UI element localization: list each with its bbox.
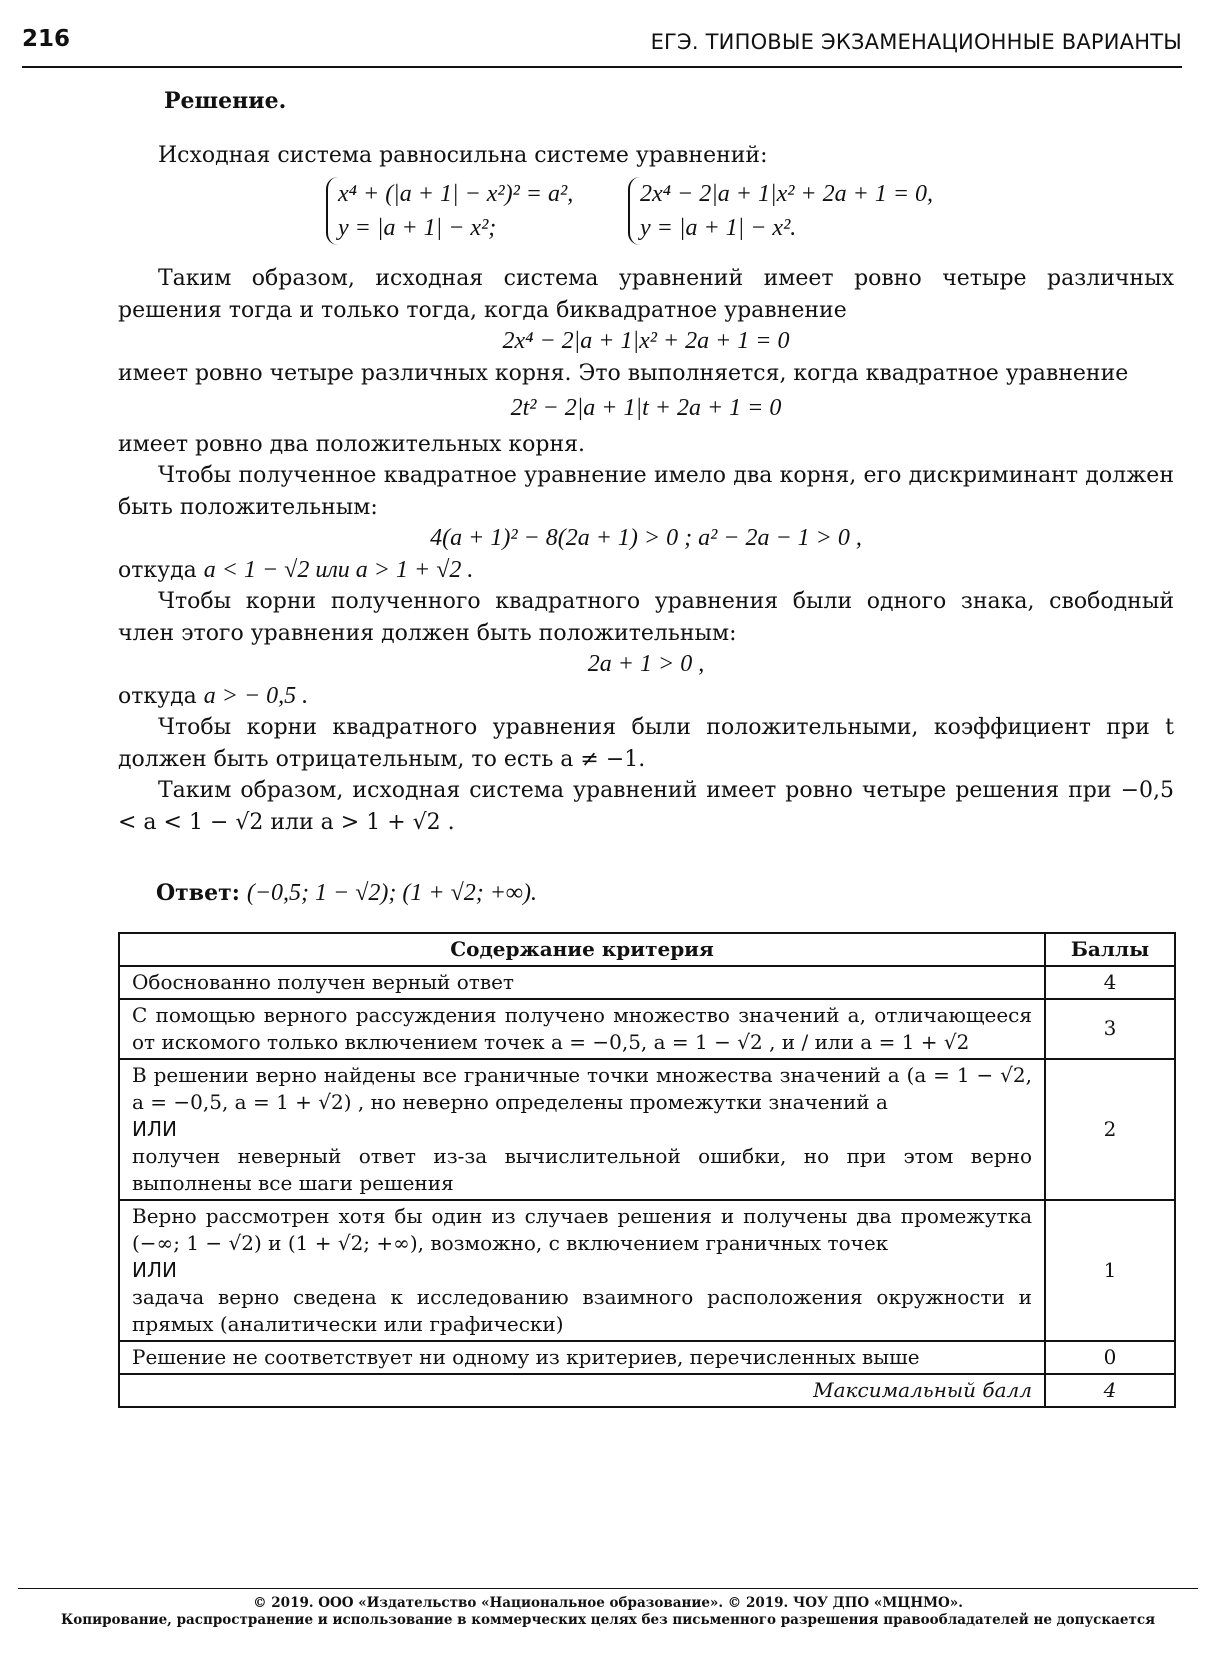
page-header	[22, 22, 1182, 68]
table-row	[119, 999, 1175, 1059]
paragraph-5-word: откуда	[118, 557, 197, 583]
system-right	[628, 177, 933, 245]
points-cell: 4	[1045, 966, 1175, 999]
criterion-text: С помощью верного рассуждения получено множество значений a, отличающееся от искомого только включением точек a = −0,5, a = 1 − √2 , и / или a = 1 + √2	[132, 1002, 1032, 1054]
equation-4: 2a + 1 > 0 ,	[587, 651, 705, 677]
criterion-text: В решении верно найдены все граничные точки множества значений a (a = 1 − √2, a = −0,5, a = 1 + √2) , но неверно определены промежутки значений a	[132, 1062, 1032, 1114]
solution-intro: Исходная система равносильна системе уравнений:	[158, 142, 768, 168]
criterion-text: Верно рассмотрен хотя бы один из случаев решения и получены два промежутка (−∞; 1 − √2) и (1 + √2; +∞), возможно, с включением граничных точек	[132, 1203, 1032, 1255]
page-number: 216	[22, 26, 71, 52]
table-row	[119, 1059, 1175, 1200]
footer-copyright: © 2019. ООО «Издательство «Национальное образование». © 2019. ЧОУ ДПО «МЦНМО».	[253, 1595, 963, 1611]
paragraph-8: Чтобы корни квадратного уравнения были положительными, коэффициент при t должен быть отрицательным, то есть a ≠ −1.	[118, 715, 1174, 772]
points-cell: 2	[1045, 1059, 1175, 1200]
page-footer	[18, 1588, 1198, 1629]
table-row	[119, 1341, 1175, 1374]
criterion-cell	[119, 1341, 1045, 1374]
paragraph-4: Чтобы полученное квадратное уравнение имело два корня, его дискриминант должен быть положительным:	[118, 463, 1174, 520]
equation-1: 2x⁴ − 2|a + 1|x² + 2a + 1 = 0	[502, 328, 790, 354]
points-cell: 0	[1045, 1341, 1175, 1374]
max-score-label: Максимальный балл	[119, 1374, 1045, 1407]
table-row-max	[119, 1374, 1175, 1407]
points-cell: 1	[1045, 1200, 1175, 1341]
criterion-column-header: Содержание критерия	[119, 933, 1045, 966]
answer-label: Ответ:	[156, 880, 240, 906]
criterion-text: задача верно сведена к исследованию взаимного расположения окружности и прямых (аналитически или графически)	[132, 1284, 1032, 1336]
table-header-row	[119, 933, 1175, 966]
criterion-cell	[119, 966, 1045, 999]
system-left-line-2: y = |a + 1| − x²;	[338, 215, 497, 241]
equation-3: 4(a + 1)² − 8(2a + 1) > 0 ; a² − 2a − 1 > 0 ,	[430, 525, 862, 551]
points-column-header: Баллы	[1045, 933, 1175, 966]
table-row	[119, 1200, 1175, 1341]
page-content	[118, 86, 1174, 1408]
paragraph-7-math: a > − 0,5 .	[203, 682, 309, 709]
criterion-cell	[119, 1059, 1045, 1200]
system-left-line-1: x⁴ + (|a + 1| − x²)² = a²,	[338, 181, 574, 207]
or-separator: ИЛИ	[132, 1257, 177, 1282]
equation-2: 2t² − 2|a + 1|t + 2a + 1 = 0	[510, 395, 782, 421]
criterion-text: Обоснованно получен верный ответ	[132, 969, 514, 994]
answer	[156, 878, 1174, 910]
or-separator: ИЛИ	[132, 1116, 177, 1141]
solution-heading: Решение.	[164, 88, 287, 114]
criteria-table	[118, 932, 1176, 1408]
paragraph-5	[118, 555, 1174, 587]
paragraph-9: Таким образом, исходная система уравнений имеет ровно четыре решения при −0,5 < a < 1 − √2 или a > 1 + √2 .	[118, 778, 1174, 835]
paragraph-7-word: откуда	[118, 683, 197, 709]
criterion-cell	[119, 1200, 1045, 1341]
points-cell: 3	[1045, 999, 1175, 1059]
paragraph-7	[118, 681, 1174, 713]
answer-value: (−0,5; 1 − √2); (1 + √2; +∞).	[246, 880, 538, 906]
paragraph-3: имеет ровно два положительных корня.	[118, 431, 585, 457]
running-title: ЕГЭ. ТИПОВЫЕ ЭКЗАМЕНАЦИОННЫЕ ВАРИАНТЫ	[650, 30, 1182, 54]
system-right-line-2: y = |a + 1| − x².	[640, 215, 797, 241]
equation-systems	[118, 177, 1174, 249]
system-left	[326, 177, 573, 245]
paragraph-1: Таким образом, исходная система уравнений имеет ровно четыре различных решения тогда и только тогда, когда биквадратное уравнение	[118, 266, 1174, 323]
criterion-text: Решение не соответствует ни одному из критериев, перечисленных выше	[132, 1344, 920, 1369]
paragraph-5-math: a < 1 − √2 или a > 1 + √2 .	[203, 556, 474, 583]
system-right-line-1: 2x⁴ − 2|a + 1|x² + 2a + 1 = 0,	[640, 181, 934, 207]
criterion-cell	[119, 999, 1045, 1059]
table-row	[119, 966, 1175, 999]
max-score-value: 4	[1045, 1374, 1175, 1407]
paragraph-6: Чтобы корни полученного квадратного уравнения были одного знака, свободный член этого уравнения должен быть положительным:	[118, 589, 1174, 646]
paragraph-2: имеет ровно четыре различных корня. Это выполняется, когда квадратное уравнение	[118, 360, 1129, 386]
footer-notice: Копирование, распространение и использование в коммерческих целях без письменного разрешения правообладателей не допускается	[60, 1612, 1156, 1628]
criterion-text: получен неверный ответ из-за вычислительной ошибки, но при этом верно выполнены все шаги решения	[132, 1143, 1032, 1195]
